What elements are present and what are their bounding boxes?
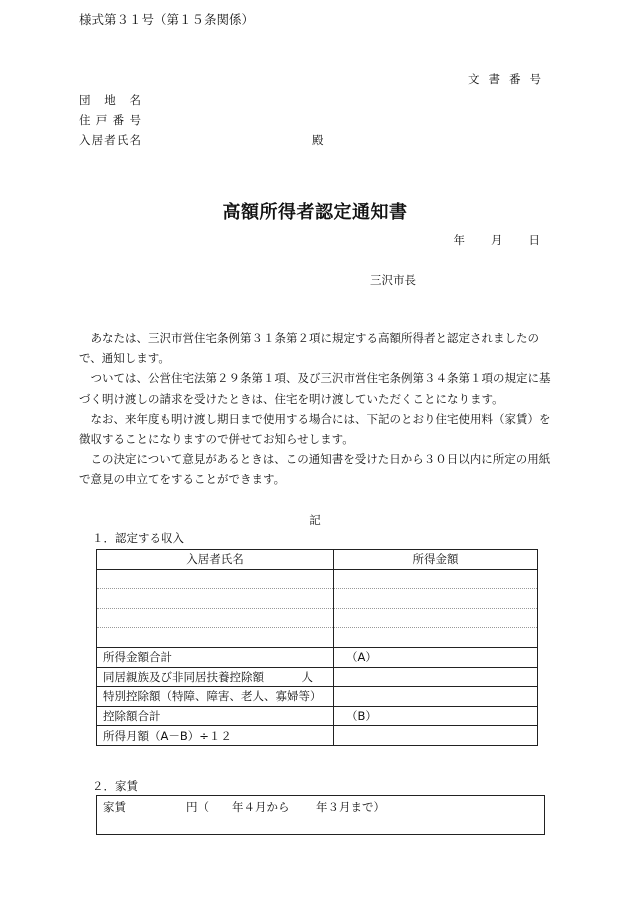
table-row bbox=[97, 608, 538, 628]
table-row bbox=[97, 589, 538, 609]
address-row-juko bbox=[79, 112, 141, 128]
address-row-name bbox=[79, 132, 141, 148]
honorific: 殿 bbox=[312, 133, 324, 147]
total-row bbox=[97, 647, 538, 667]
dependent-row bbox=[97, 667, 538, 687]
rent-from: 年４月から bbox=[232, 800, 290, 814]
table-header-row bbox=[97, 550, 538, 570]
monthly-row bbox=[97, 726, 538, 746]
name-cell[interactable] bbox=[97, 628, 334, 648]
total-label: 所得金額合計 bbox=[97, 647, 334, 667]
body-paragraph: なお、来年度も明け渡し期日まで使用する場合には、下記のとおり住宅使用料（家賃）を徴収することになりますので併せてお知らせします。 bbox=[79, 411, 551, 447]
special-label: 特別控除額（特障、障害、老人、寡婦等） bbox=[97, 687, 334, 707]
rent-to: 年３月まで） bbox=[316, 800, 385, 814]
col-header-name: 入居者氏名 bbox=[97, 550, 334, 570]
name-cell[interactable] bbox=[97, 608, 334, 628]
rent-box bbox=[96, 795, 545, 835]
total-mark: （A） bbox=[334, 647, 538, 667]
sender: 三沢市長 bbox=[370, 273, 416, 287]
amount-cell[interactable] bbox=[334, 628, 538, 648]
amount-cell[interactable] bbox=[334, 589, 538, 609]
body-paragraph: ついては、公営住宅法第２９条第１項、及び三沢市営住宅条例第３４条第１項の規定に基づく明け渡しの請求を受けたときは、住宅を明け渡していただくことになります。 bbox=[79, 371, 551, 406]
section1-heading: １．認定する収入 bbox=[92, 531, 184, 545]
section2-heading: ２．家賃 bbox=[92, 779, 138, 793]
body-paragraph: この決定について意見があるときは、この通知書を受けた日から３０日以内に所定の用紙で意見の申立てをすることができます。 bbox=[79, 452, 551, 487]
income-table bbox=[96, 549, 538, 746]
col-header-amount: 所得金額 bbox=[334, 550, 538, 570]
body-paragraph: あなたは、三沢市営住宅条例第３１条第２項に規定する高額所得者と認定されましたので、通知します。 bbox=[79, 331, 539, 366]
date-day: 日 bbox=[528, 233, 540, 247]
deduction-row bbox=[97, 706, 538, 726]
form-number: 様式第３１号（第１５条関係） bbox=[79, 12, 255, 27]
table-row bbox=[97, 628, 538, 648]
body-text bbox=[79, 328, 551, 490]
danchi-label: 団地名 bbox=[79, 93, 141, 107]
table-row bbox=[97, 569, 538, 589]
monthly-label: 所得月額（A－B）÷１２ bbox=[97, 726, 334, 746]
special-amount-cell[interactable] bbox=[334, 687, 538, 707]
date-line bbox=[428, 232, 541, 248]
dependent-cell bbox=[97, 667, 334, 687]
document-title: 高額所得者認定通知書 bbox=[222, 202, 408, 223]
monthly-amount-cell[interactable] bbox=[334, 726, 538, 746]
special-row bbox=[97, 687, 538, 707]
amount-cell[interactable] bbox=[334, 569, 538, 589]
address-row-danchi bbox=[79, 92, 141, 108]
document-number-label: 文書番号 bbox=[468, 72, 550, 86]
dependent-amount-cell[interactable] bbox=[334, 667, 538, 687]
juko-label: 住戸番号 bbox=[79, 113, 141, 127]
rent-label: 家賃 bbox=[103, 800, 126, 814]
amount-cell[interactable] bbox=[334, 608, 538, 628]
name-cell[interactable] bbox=[97, 569, 334, 589]
tenant-name-label: 入居者氏名 bbox=[79, 133, 141, 147]
deduction-mark: （B） bbox=[334, 706, 538, 726]
dependent-unit: 人 bbox=[301, 669, 313, 684]
date-month: 月 bbox=[491, 233, 503, 247]
rent-line bbox=[103, 799, 385, 815]
date-year: 年 bbox=[453, 233, 465, 247]
name-cell[interactable] bbox=[97, 589, 334, 609]
dependent-label: 同居親族及び非同居扶養控除額 bbox=[103, 669, 264, 684]
deduction-label: 控除額合計 bbox=[97, 706, 334, 726]
rent-yen: 円（ bbox=[186, 800, 209, 814]
ki-mark: 記 bbox=[309, 513, 321, 527]
